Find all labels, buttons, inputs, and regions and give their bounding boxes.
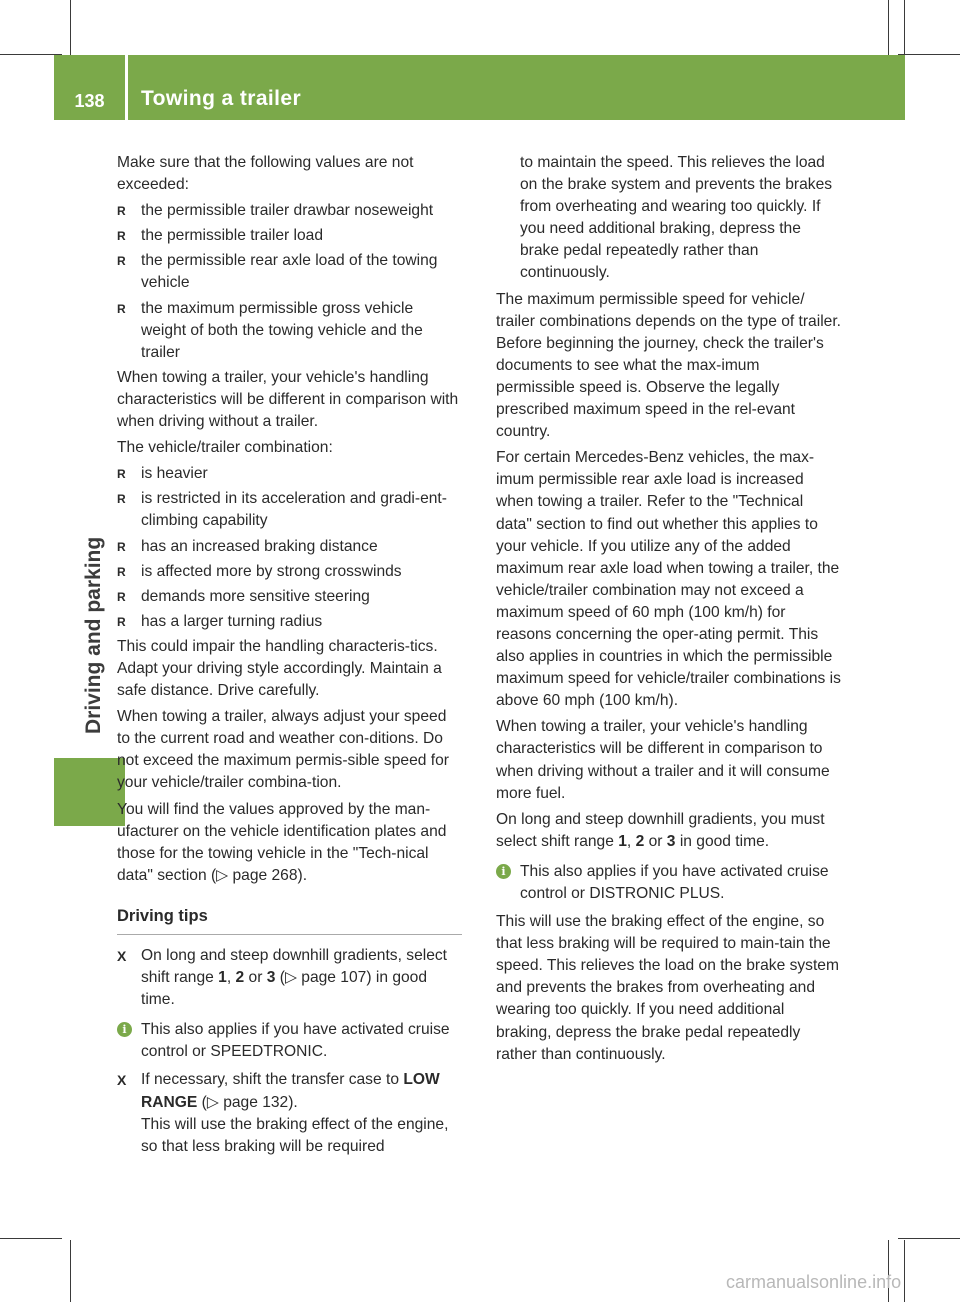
list-item: R demands more sensitive steering bbox=[117, 586, 462, 608]
paragraph: When towing a trailer, your vehicle's handling characteristics will be different in comparison with when driving without a trailer. bbox=[117, 368, 459, 431]
watermark-text: carmanualsonline.info bbox=[726, 1272, 902, 1292]
paragraph: When towing a trailer, always adjust your speed to the current road and weather con-ditions. Do not exceed the maximum permis-sible speed for your vehicle/trailer combina-tion. bbox=[117, 708, 449, 792]
paragraph: This could impair the handling characteris-tics. Adapt your driving style accordingly. Maintain a safe distance. Drive carefully. bbox=[117, 637, 442, 700]
subsection-heading: Driving tips bbox=[117, 905, 462, 935]
bullet-icon: R bbox=[117, 301, 126, 316]
paragraph: When towing a trailer, your vehicle's handling characteristics will be different in comparison to when driving without a trailer and it will consume more fuel. bbox=[496, 718, 830, 802]
paragraph: On long and steep downhill gradients, you must select shift range 1, 2 or 3 in good time. bbox=[496, 810, 825, 850]
page-reference-link[interactable]: page 268 bbox=[232, 866, 298, 884]
bullet-icon: R bbox=[117, 564, 126, 579]
right-column bbox=[496, 152, 841, 1070]
page-reference-link[interactable]: page 107 bbox=[301, 969, 367, 987]
arrow-icon: ▷ bbox=[216, 866, 233, 884]
instruction-step: X On long and steep downhill gradients, select shift range 1, 2 or 3 (▷ page 107) in good time. bbox=[117, 947, 448, 1009]
crop-mark bbox=[0, 1238, 62, 1239]
crop-mark bbox=[0, 54, 62, 55]
paragraph: The vehicle/trailer combination: bbox=[117, 439, 333, 457]
bullet-icon: R bbox=[117, 467, 126, 482]
bullet-icon: R bbox=[117, 204, 126, 219]
instruction-step: X If necessary, shift the transfer case to LOW RANGE (▷ page 132). This will use the braking effect of the engine, so that less braking will be required bbox=[117, 1071, 449, 1155]
list-item: R has an increased braking distance bbox=[117, 536, 462, 558]
bullet-icon: R bbox=[117, 492, 126, 507]
list-item: R is restricted in its acceleration and gradi-ent-climbing capability bbox=[117, 490, 447, 530]
bullet-icon: R bbox=[117, 254, 126, 269]
paragraph: The maximum permissible speed for vehicle/ trailer combinations depends on the type of trailer. Before beginning the journey, check the trailer's documents to see what the max-imum permissible speed is. Observe the legally prescribed maximum speed in the rel-evant country. bbox=[496, 290, 841, 441]
info-note: i This also applies if you have activated cruise control or DISTRONIC PLUS. bbox=[496, 861, 841, 905]
step-arrow-icon: X bbox=[117, 1072, 127, 1089]
step-arrow-icon: X bbox=[117, 948, 127, 964]
bullet-icon: R bbox=[117, 539, 126, 554]
info-icon: i bbox=[496, 864, 511, 879]
list-item: R the permissible rear axle load of the towing vehicle bbox=[117, 252, 438, 292]
crop-mark bbox=[904, 0, 905, 62]
chapter-marker bbox=[54, 758, 125, 826]
crop-mark bbox=[70, 0, 71, 62]
list-item: R is affected more by strong crosswinds bbox=[117, 561, 462, 583]
arrow-icon: ▷ bbox=[206, 1093, 224, 1111]
paragraph: to maintain the speed. This relieves the load on the brake system and prevents the brakes from overheating and wearing too quickly. If you need additional braking, depress the brake pedal repeatedly rather than continuously. bbox=[520, 154, 833, 282]
info-note: i This also applies if you have activated cruise control or SPEEDTRONIC. bbox=[117, 1019, 462, 1063]
paragraph: This will use the braking effect of the engine, so that less braking will be required to main-tain the speed. This relieves the load on the brake system and prevents the brakes from overheating and wearing too quickly. If you need additional braking, depress the brake pedal repeatedly rather than continuously. bbox=[496, 913, 839, 1063]
bullet-icon: R bbox=[117, 229, 126, 244]
crop-mark bbox=[904, 1240, 905, 1302]
bullet-icon: R bbox=[117, 614, 126, 629]
page-number: 138 bbox=[74, 91, 105, 111]
header-divider bbox=[125, 55, 128, 120]
chapter-side-label: Driving and parking bbox=[82, 536, 105, 734]
crop-mark bbox=[888, 0, 889, 62]
list-item: R is heavier bbox=[117, 463, 462, 485]
paragraph: Make sure that the following values are not exceeded: bbox=[117, 154, 414, 194]
crop-mark bbox=[898, 54, 960, 55]
arrow-icon: ▷ bbox=[284, 969, 302, 987]
list-item: R the permissible trailer load bbox=[117, 225, 462, 247]
left-column bbox=[117, 152, 462, 1162]
list-item: R has a larger turning radius bbox=[117, 611, 462, 633]
bullet-icon: R bbox=[117, 589, 126, 604]
paragraph: You will find the values approved by the man-ufacturer on the vehicle identification plates and those for the towing vehicle in the "Tech-nical data" section (▷ page 268). bbox=[117, 800, 447, 884]
crop-mark bbox=[70, 1240, 71, 1302]
crop-mark bbox=[898, 1238, 960, 1239]
page-reference-link[interactable]: page 132 bbox=[223, 1093, 289, 1111]
info-icon: i bbox=[117, 1022, 132, 1037]
list-item: R the permissible trailer drawbar noseweight bbox=[117, 200, 462, 222]
section-title: Towing a trailer bbox=[141, 87, 302, 110]
paragraph: For certain Mercedes-Benz vehicles, the max-imum permissible rear axle load is increased when towing a trailer. Refer to the "Technical data" section to find out whether this applies to your vehicle. If you utilize any of the added maximum rear axle load when towing a trailer, the vehicle/trailer combination may not exceed a maximum speed of 60 mph (100 km/h) for reasons concerning the oper-ating permit. This also applies in countries in which the permissible maximum speed for vehicle/trailer combinations is above 60 mph (100 km/h). bbox=[496, 449, 841, 710]
list-item: R the maximum permissible gross vehicle weight of both the towing vehicle and the trailer bbox=[117, 299, 423, 361]
